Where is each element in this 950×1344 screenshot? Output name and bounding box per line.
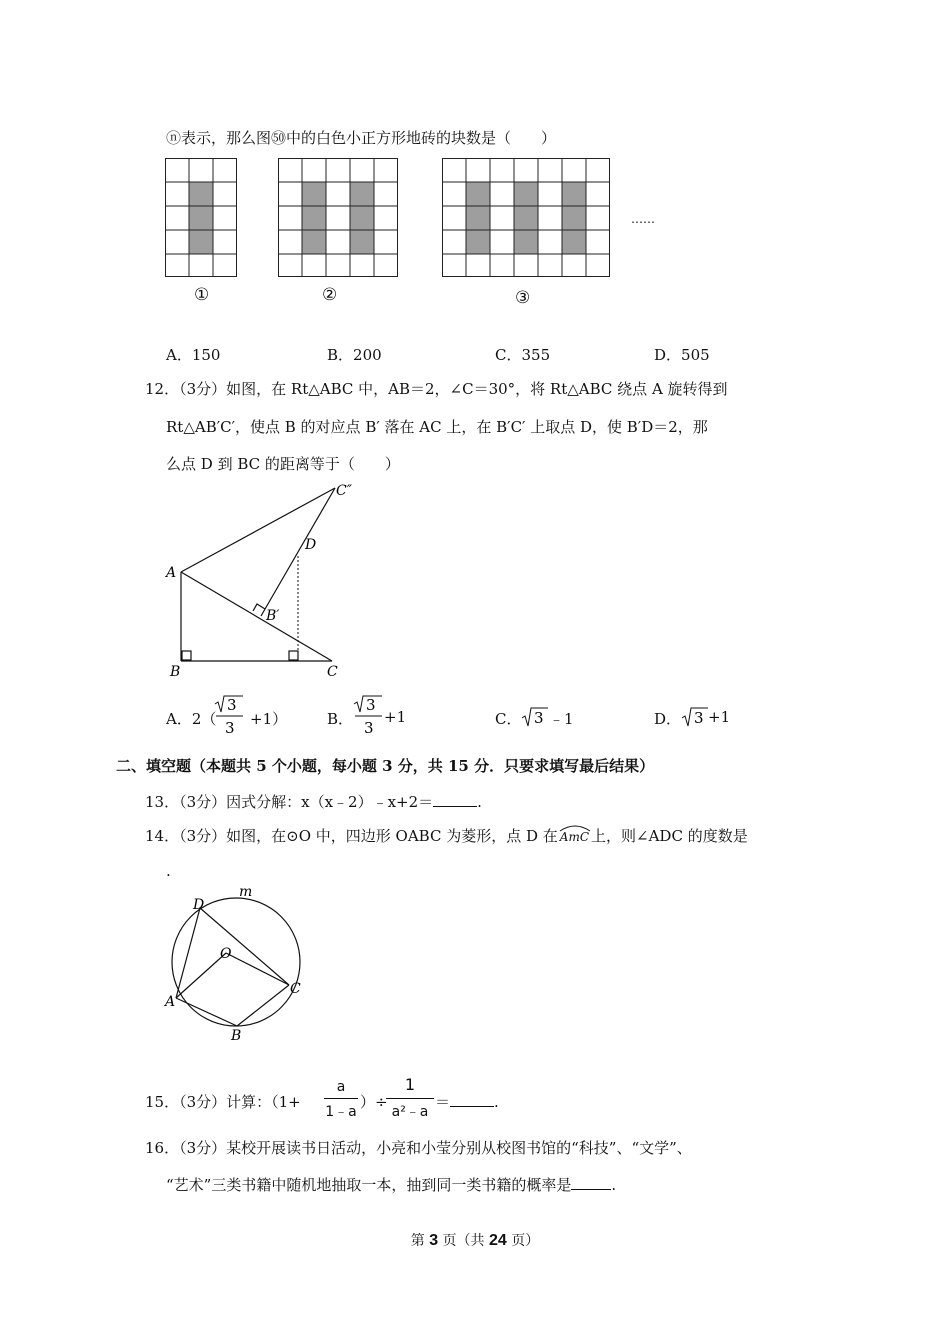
q11-option-a: A．150 xyxy=(166,346,221,364)
q12-option-c-suffix: ﹣1 xyxy=(549,710,574,728)
q12-option-d-prefix: D． xyxy=(654,710,682,728)
fig-label-3: ③ xyxy=(515,288,531,308)
circle-point-a: A xyxy=(165,994,176,1010)
q12-option-b-fraction xyxy=(352,694,388,738)
svg-text:3: 3 xyxy=(366,696,376,714)
q12-option-d-suffix: +1 xyxy=(708,708,731,726)
q11-tail: ⓝ表示，那么图㊿中的白色小正方形地砖的块数是（ ） xyxy=(166,129,557,147)
circle-point-b: B xyxy=(231,1028,242,1044)
q12-option-b-prefix: B． xyxy=(327,710,354,728)
q14-line-1: 14．（3分）如图，在⊙O 中，四边形 OABC 为菱形，点 D 在 AmC 上，则∠ADC 的度数是 xyxy=(145,827,748,845)
tile-figure-3 xyxy=(442,158,610,278)
q15-suffix: ＝ . xyxy=(435,1093,499,1111)
svg-text:3: 3 xyxy=(534,709,544,727)
q12-line-2: Rt△AB′C′，使点 B 的对应点 B′ 落在 AC 上，在 B′C′ 上取点 D，使 B′D＝2，那 xyxy=(166,418,708,436)
q15-mid: ）÷ xyxy=(360,1093,388,1111)
point-d: D xyxy=(305,537,317,553)
point-a: A xyxy=(166,565,177,581)
q15-frac1-num: a xyxy=(336,1079,346,1095)
fig-label-1: ① xyxy=(194,285,210,305)
svg-text:3: 3 xyxy=(225,719,235,737)
tile-figure-1 xyxy=(165,158,237,278)
q11-option-d: D．505 xyxy=(654,346,710,364)
q15-frac2-den: a²﹣a xyxy=(391,1104,429,1120)
q12-option-c-prefix: C． xyxy=(495,710,522,728)
q15-frac1-den: 1﹣a xyxy=(325,1104,357,1120)
q12-option-d-sqrt xyxy=(680,706,710,728)
q16-line-2: “艺术”三类书籍中随机地抽取一本，抽到同一类书籍的概率是 . xyxy=(166,1176,617,1194)
point-b: B xyxy=(170,664,181,680)
circle-point-m: m xyxy=(239,884,253,900)
q12-option-a-prefix: A．2（ xyxy=(166,710,217,728)
q12-triangle-figure xyxy=(160,480,360,680)
section-2-heading: 二、填空题（本题共 5 个小题，每小题 3 分，共 15 分．只要求填写最后结果） xyxy=(116,757,655,775)
q15-frac2-num: 1 xyxy=(404,1075,416,1094)
svg-text:3: 3 xyxy=(694,709,704,727)
point-c: C xyxy=(327,664,338,680)
circle-point-c: C xyxy=(290,981,301,997)
q11-option-b: B．200 xyxy=(327,346,382,364)
q12-option-a-fraction xyxy=(213,694,249,738)
q15-prefix: 15．（3分）计算：（1+ xyxy=(145,1093,301,1111)
point-c-double-prime: C″ xyxy=(336,483,352,499)
fig-label-2: ② xyxy=(322,285,338,305)
q14-line-2: . xyxy=(166,862,171,880)
q12-option-a-suffix: +1） xyxy=(250,710,288,728)
point-b-prime: B′ xyxy=(266,608,280,624)
svg-text:3: 3 xyxy=(227,696,237,714)
svg-text:3: 3 xyxy=(364,719,374,737)
q12-line-1: 12．（3分）如图，在 Rt△ABC 中，AB＝2，∠C＝30°，将 Rt△ABC 绕点 A 旋转得到 xyxy=(145,380,728,398)
tile-figure-2 xyxy=(278,158,398,278)
arc-amc: AmC xyxy=(559,830,590,844)
q14-circle-figure xyxy=(160,880,340,1050)
q12-option-c-sqrt xyxy=(520,706,550,728)
q11-option-c: C．355 xyxy=(495,346,551,364)
q12-line-3: 么点 D 到 BC 的距离等于（ ） xyxy=(166,455,400,473)
q12-option-b-suffix: +1 xyxy=(384,708,407,726)
q16-line-1: 16．（3分）某校开展读书日活动，小亮和小莹分别从校图书馆的“科技”、“文学”、 xyxy=(145,1139,692,1157)
circle-point-d: D xyxy=(193,897,205,913)
tiles-ellipsis: …… xyxy=(631,212,655,226)
circle-point-o: O xyxy=(220,946,232,962)
page-footer: 第 3 页（共 24 页） xyxy=(410,1232,540,1249)
q13: 13．（3分）因式分解：x（x﹣2）﹣x+2＝ . xyxy=(145,793,482,811)
